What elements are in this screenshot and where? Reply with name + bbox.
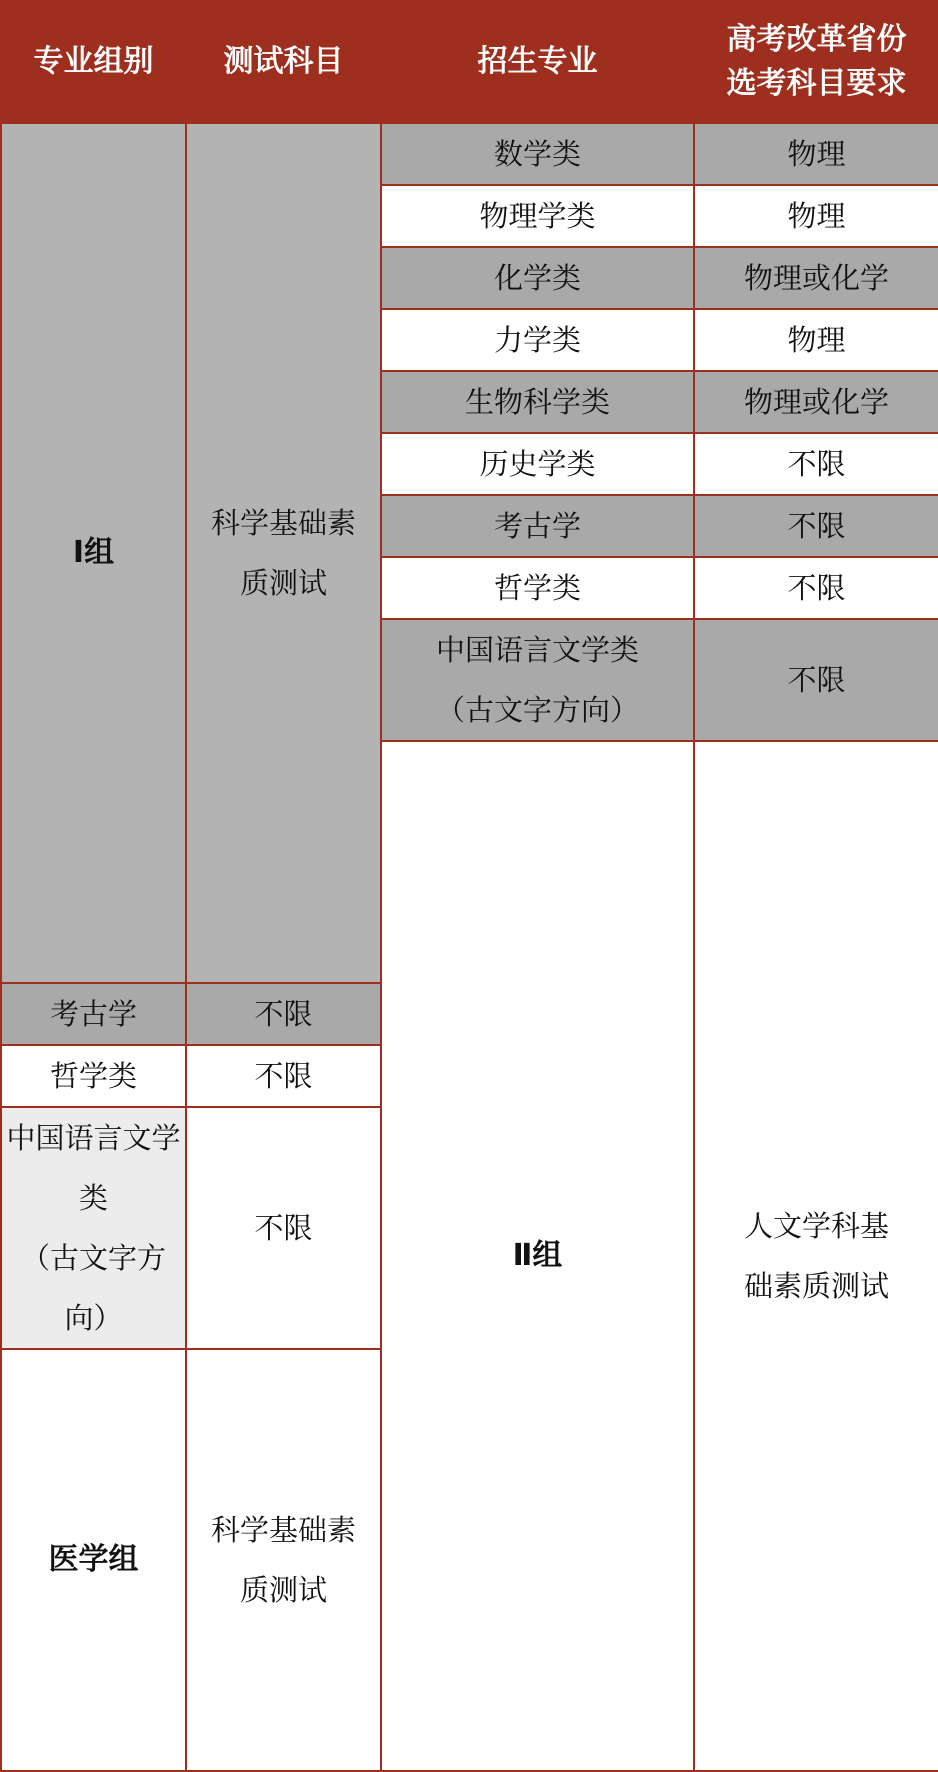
header-row — [1, 1, 938, 123]
requirement-cell: 不限 — [186, 1107, 381, 1349]
group-2-name: Ⅱ组 — [381, 741, 694, 1771]
group-3-test-line2: 质测试 — [239, 1573, 327, 1607]
header-requirement-line1: 高考改革省份 — [726, 22, 907, 57]
requirement-cell: 不限 — [186, 1045, 381, 1107]
major-cell: 生物科学类 — [381, 371, 694, 433]
major-cell: 考古学 — [1, 983, 186, 1045]
requirement-cell: 不限 — [694, 557, 938, 619]
requirement-cell: 不限 — [186, 983, 381, 1045]
table-row — [1, 123, 938, 185]
group-3-test-line1: 科学基础素 — [210, 1513, 356, 1547]
group-3-name: 医学组 — [1, 1349, 186, 1771]
header-requirement-line2: 选考科目要求 — [726, 66, 907, 101]
group-3-test — [186, 1349, 381, 1771]
group-1-test-line1: 科学基础素 — [210, 506, 356, 540]
requirement-cell: 不限 — [694, 495, 938, 557]
header-group: 专业组别 — [1, 1, 186, 123]
major-cell: 力学类 — [381, 309, 694, 371]
header-major: 招生专业 — [381, 1, 694, 123]
major-cell: 哲学类 — [1, 1045, 186, 1107]
major-cell — [1, 1107, 186, 1349]
requirement-cell: 物理或化学 — [694, 371, 938, 433]
major-line1: 中国语言文学类 — [435, 633, 639, 667]
requirement-cell: 物理 — [694, 185, 938, 247]
major-cell: 数学类 — [381, 123, 694, 185]
requirement-cell: 物理 — [694, 309, 938, 371]
requirement-cell: 物理或化学 — [694, 247, 938, 309]
group-1-name: Ⅰ组 — [1, 123, 186, 983]
major-cell: 考古学 — [381, 495, 694, 557]
major-line2: （古文字方向） — [435, 693, 639, 727]
requirement-cell: 不限 — [694, 433, 938, 495]
major-cell — [381, 619, 694, 741]
group-1-test — [186, 123, 381, 983]
major-cell: 化学类 — [381, 247, 694, 309]
header-test: 测试科目 — [186, 1, 381, 123]
major-cell: 历史学类 — [381, 433, 694, 495]
major-line1: 中国语言文学类 — [6, 1121, 181, 1215]
group-1-test-line2: 质测试 — [239, 566, 327, 600]
major-cell: 哲学类 — [381, 557, 694, 619]
header-requirement — [694, 1, 938, 123]
requirement-cell: 物理 — [694, 123, 938, 185]
major-cell: 物理学类 — [381, 185, 694, 247]
requirement-cell: 不限 — [694, 619, 938, 741]
major-line2: （古文字方向） — [20, 1241, 166, 1335]
group-2-test — [694, 741, 938, 1771]
group-2-test-line1: 人文学科基 — [743, 1209, 889, 1243]
group-2-test-line2: 础素质测试 — [743, 1269, 889, 1303]
